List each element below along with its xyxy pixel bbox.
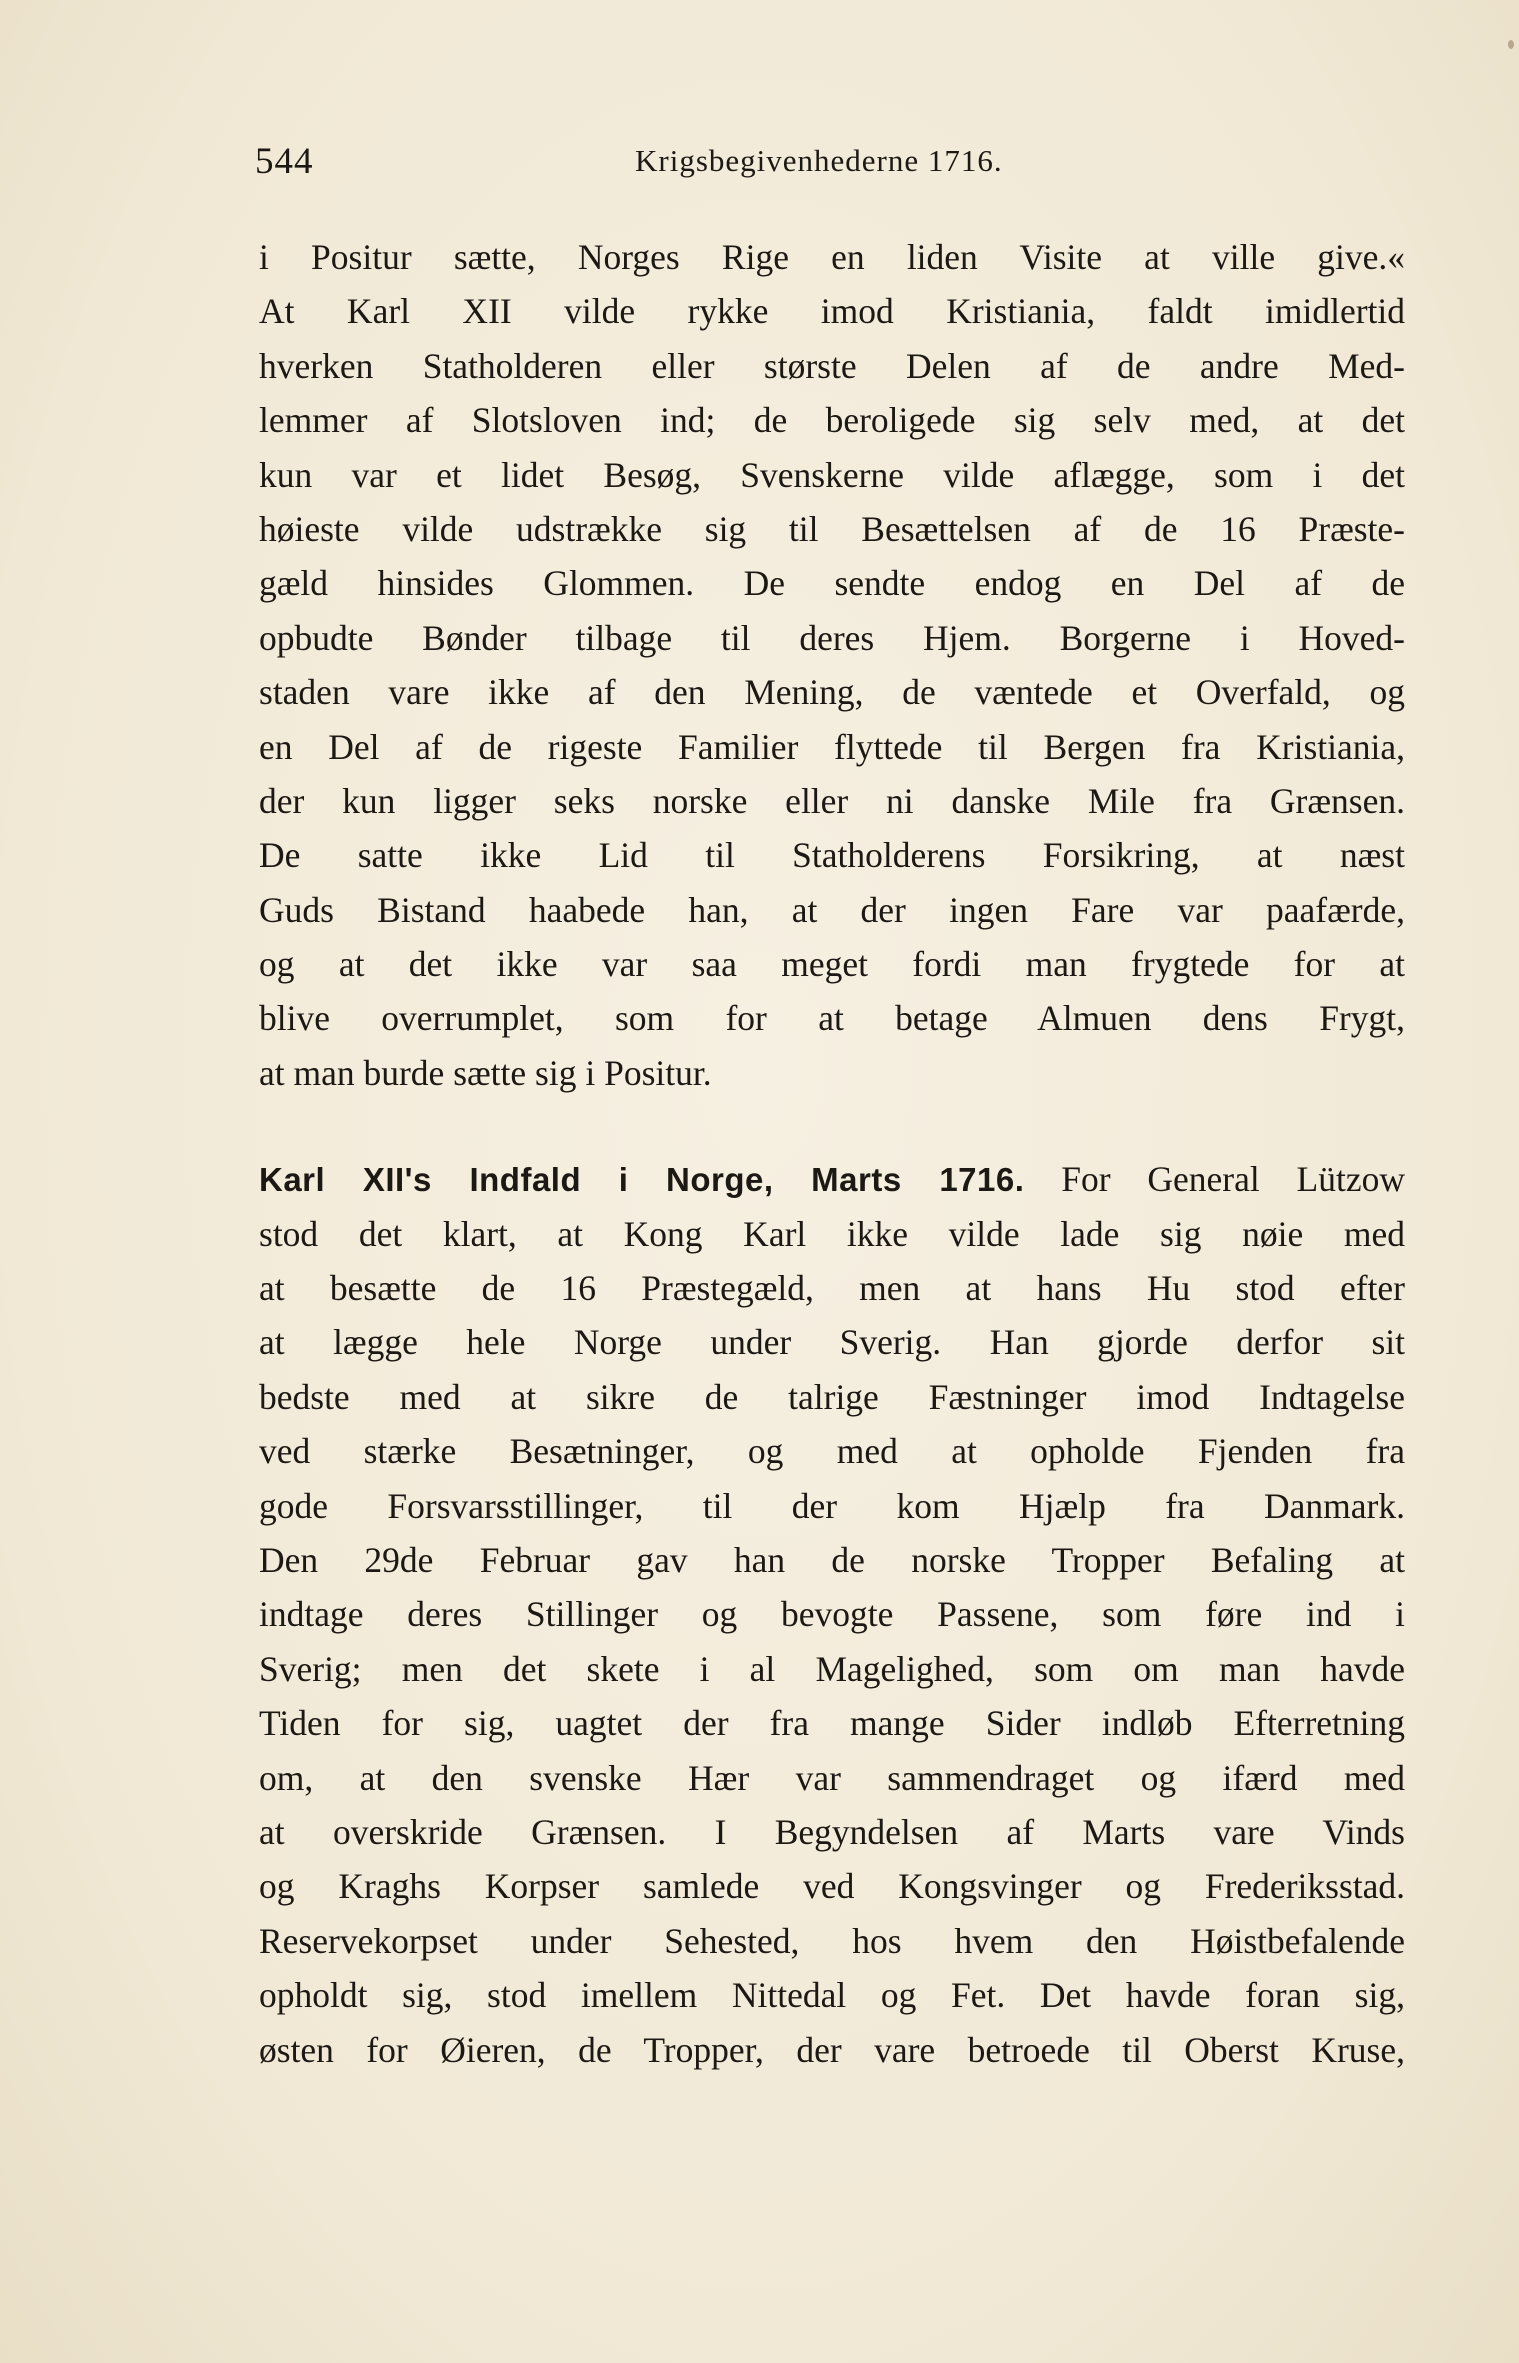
text-line: lemmer af Slotsloven ind; de beroligede sig selv med, at det: [259, 400, 1405, 441]
text-line: ved stærke Besætninger, og med at opholde Fjenden fra: [259, 1431, 1405, 1472]
text-line: stod det klart, at Kong Karl ikke vilde lade sig nøie med: [259, 1213, 1405, 1254]
text-line: Guds Bistand haabede han, at der ingen Fare var paafærde,: [259, 889, 1405, 930]
text-line: Den 29de Februar gav han de norske Tropper Befaling at: [259, 1539, 1405, 1580]
section-karl-xii-invasion: [259, 1152, 1405, 2077]
text-line: østen for Øieren, de Tropper, der vare betroede til Oberst Kruse,: [259, 2029, 1405, 2070]
text-line: at besætte de 16 Præstegæld, men at hans Hu stod efter: [259, 1268, 1405, 1309]
section-first-line-text: For General Lützow: [1061, 1159, 1405, 1200]
text-line: at overskride Grænsen. I Begyndelsen af Marts vare Vinds: [259, 1811, 1405, 1852]
text-line: opbudte Bønder tilbage til deres Hjem. Borgerne i Hoved-: [259, 617, 1405, 658]
text-line: blive overrumplet, som for at betage Almuen dens Frygt,: [259, 998, 1405, 1039]
text-line: indtage deres Stillinger og bevogte Passene, som føre ind i: [259, 1594, 1405, 1635]
text-line: opholdt sig, stod imellem Nittedal og Fet. Det havde foran sig,: [259, 1975, 1405, 2016]
running-title: Krigsbegivenhederne 1716.: [635, 143, 1003, 178]
text-line: Reservekorpset under Sehested, hos hvem den Høistbefalende: [259, 1920, 1405, 1961]
text-line: høieste vilde udstrække sig til Besættelsen af de 16 Præste-: [259, 508, 1405, 549]
page-number: 544: [255, 141, 314, 182]
text-line: De satte ikke Lid til Statholderens Forsikring, at næst: [259, 835, 1405, 876]
text-line: en Del af de rigeste Familier flyttede til Bergen fra Kristiania,: [259, 726, 1405, 767]
text-line: der kun ligger seks norske eller ni danske Mile fra Grænsen.: [259, 780, 1405, 821]
text-line: og Kraghs Korpser samlede ved Kongsvinger og Frederiksstad.: [259, 1866, 1405, 1907]
section-heading: Karl XII's Indfald i Norge, Marts 1716.: [259, 1161, 1025, 1199]
text-line: at lægge hele Norge under Sverig. Han gjorde derfor sit: [259, 1322, 1405, 1363]
body-text: [259, 230, 1405, 2077]
speck: [1508, 40, 1514, 49]
text-line: om, at den svenske Hær var sammendraget og ifærd med: [259, 1757, 1405, 1798]
text-line: gode Forsvarsstillinger, til der kom Hjælp fra Danmark.: [259, 1485, 1405, 1526]
text-line: hverken Statholderen eller største Delen af de andre Med-: [259, 345, 1405, 386]
text-line: At Karl XII vilde rykke imod Kristiania, faldt imidlertid: [259, 291, 1405, 332]
section-first-line: [259, 1152, 1405, 1206]
text-line: Tiden for sig, uagtet der fra mange Sider indløb Efterretning: [259, 1703, 1405, 1744]
text-line: og at det ikke var saa meget fordi man frygtede for at: [259, 944, 1405, 985]
text-line: kun var et lidet Besøg, Svenskerne vilde aflægge, som i det: [259, 454, 1405, 495]
text-line: bedste med at sikre de talrige Fæstninger imod Indtagelse: [259, 1376, 1405, 1417]
paragraph-gap: [259, 1100, 1405, 1152]
text-line: at man burde sætte sig i Positur.: [259, 1052, 712, 1093]
page-header: [255, 140, 1405, 190]
text-line: staden vare ikke af den Mening, de væntede et Overfald, og: [259, 672, 1405, 713]
paragraph-1: [259, 230, 1405, 1100]
text-line: i Positur sætte, Norges Rige en liden Visite at ville give.«: [259, 237, 1405, 277]
text-line: gæld hinsides Glommen. De sendte endog en Del af de: [259, 563, 1405, 604]
text-line: Sverig; men det skete i al Magelighed, som om man havde: [259, 1648, 1405, 1689]
